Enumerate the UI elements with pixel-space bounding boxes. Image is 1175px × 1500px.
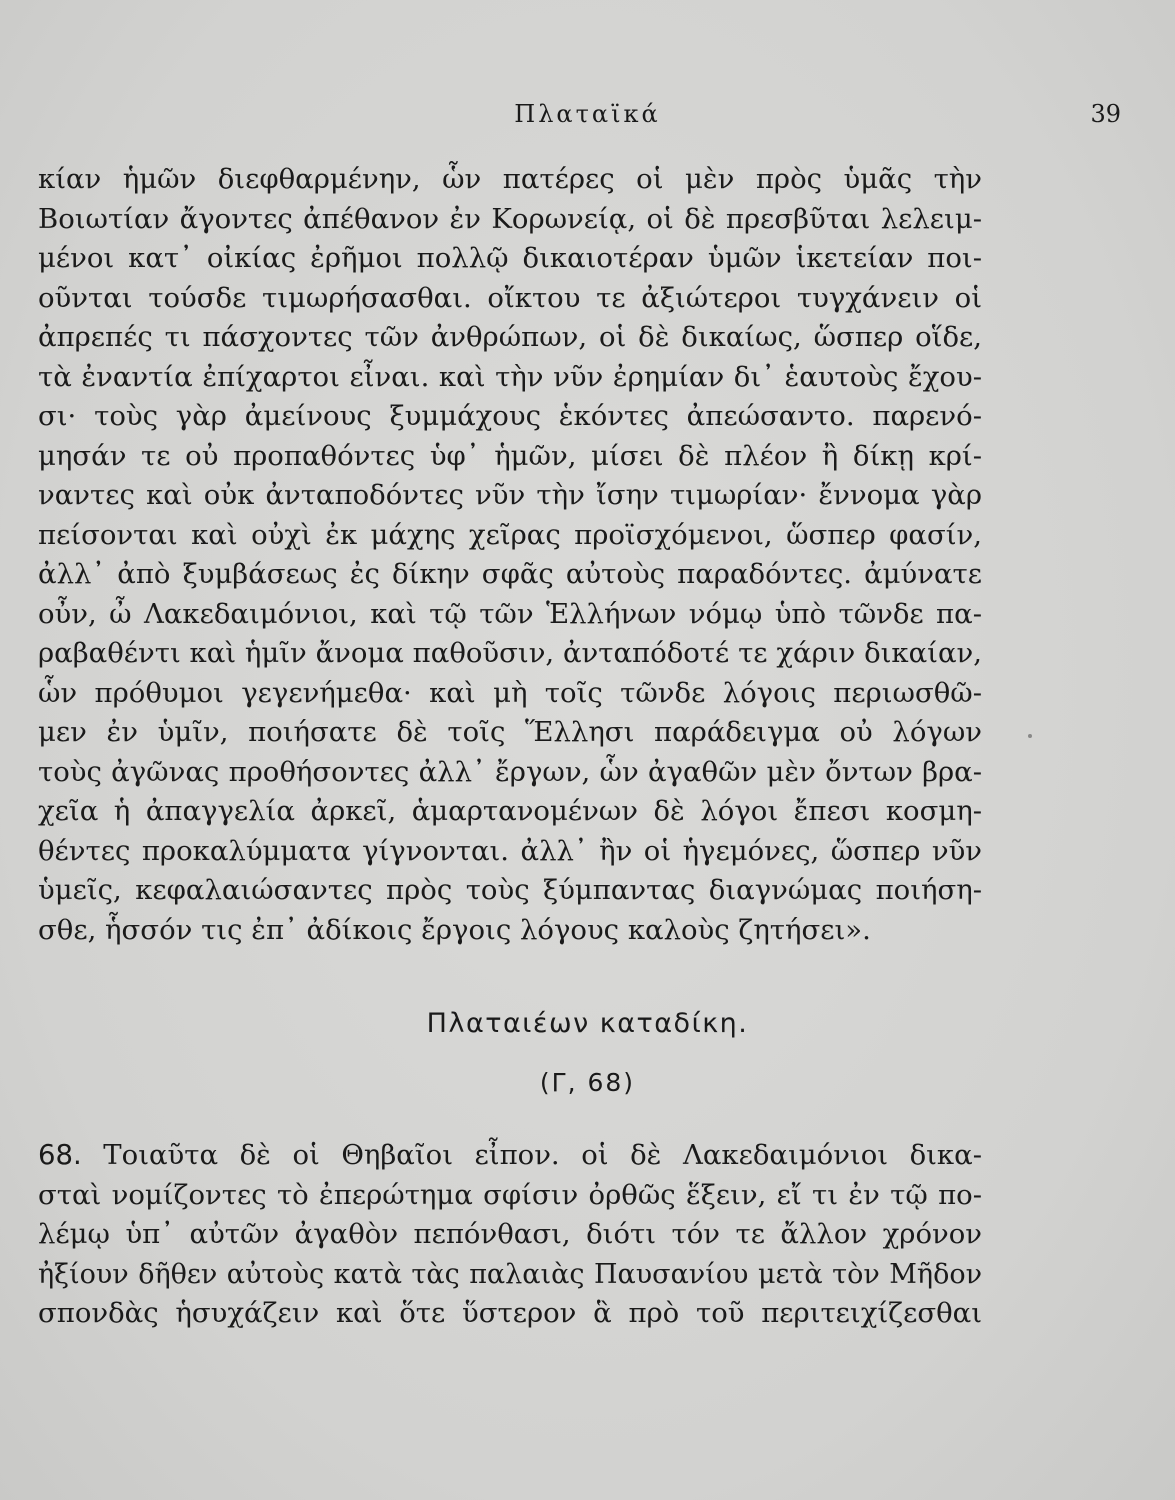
text-line-first <box>38 1136 982 1176</box>
paragraph-speech-end <box>38 160 982 950</box>
text-line: χεῖα ἡ ἀπαγγελία ἀρκεῖ, ἁμαρτανομένων δὲ λόγοι ἔπεσι κοσμη- <box>38 795 982 827</box>
text-line: ἀλλ᾽ ἀπὸ ξυμβάσεως ἐς δίκην σφᾶς αὐτοὺς παραδόντες. ἀμύνατε <box>38 558 982 590</box>
text-line: μησάν τε οὐ προπαθόντες ὑφ᾽ ἡμῶν, μίσει δὲ πλέον ἢ δίκῃ κρί- <box>38 439 982 472</box>
text-line: οὖν, ὦ Λακεδαιμόνιοι, καὶ τῷ τῶν Ἑλλήνων νόμῳ ὑπὸ τῶνδε πα- <box>38 597 982 630</box>
text-line: οῦνται τούσδε τιμωρήσασθαι. οἴκτου τε ἀξιώτεροι τυγχάνειν οἱ <box>38 281 982 314</box>
text-line: ναντες καὶ οὐκ ἀνταποδόντες νῦν τὴν ἴσην τιμωρίαν· ἔννομα γὰρ <box>38 479 982 511</box>
text-line: τὰ ἐναντία ἐπίχαρτοι εἶναι. καὶ τὴν νῦν ἐρημίαν δι᾽ ἑαυτοὺς ἔχου- <box>38 360 982 393</box>
text-line: ὧν πρόθυμοι γεγενήμεθα· καὶ μὴ τοῖς τῶνδε λόγοις περιωσθῶ- <box>38 676 982 709</box>
running-title: Πλαταϊκά <box>514 100 661 128</box>
chapter-number: 68. <box>38 1139 82 1171</box>
text-line: θέντες προκαλύμματα γίγνονται. ἀλλ᾽ ἢν οἱ ἡγεμόνες, ὥσπερ νῦν <box>38 834 982 867</box>
text-line: σταὶ νομίζοντες τὸ ἐπερώτημα σφίσιν ὀρθῶς ἕξειν, εἴ τι ἐν τῷ πο- <box>38 1178 982 1211</box>
text-line: ὑμεῖς, κεφαλαιώσαντες πρὸς τοὺς ξύμπαντας διαγνώμας ποιήση- <box>38 874 982 906</box>
text-line: μένοι κατ᾽ οἰκίας ἐρῆμοι πολλῷ δικαιοτέραν ὑμῶν ἱκετείαν ποι- <box>38 242 982 274</box>
running-head <box>40 96 1135 136</box>
page-number: 39 <box>1090 100 1121 128</box>
text-line: σι· τοὺς γὰρ ἀμείνους ξυμμάχους ἑκόντες ἀπεώσαντο. παρενό- <box>38 400 982 432</box>
text-line: σπονδὰς ἡσυχάζειν καὶ ὅτε ὕστερον ἃ πρὸ τοῦ περιτειχίζεσθαι <box>38 1297 982 1329</box>
text-line: τοὺς ἀγῶνας προθήσοντες ἀλλ᾽ ἔργων, ὧν ἀγαθῶν μὲν ὄντων βρα- <box>38 755 982 788</box>
text-line: ραβαθέντι καὶ ἡμῖν ἄνομα παθοῦσιν, ἀνταπόδοτέ τε χάριν δικαίαν, <box>38 637 982 669</box>
text-line: κίαν ἡμῶν διεφθαρμένην, ὧν πατέρες οἱ μὲν πρὸς ὑμᾶς τὴν <box>38 163 982 195</box>
text-line: λέμῳ ὑπ᾽ αὐτῶν ἀγαθὸν πεπόνθασι, διότι τόν τε ἄλλον χρόνον <box>38 1218 982 1250</box>
print-speck <box>1028 734 1032 738</box>
section-title: Πλαταιέων καταδίκη. <box>426 1008 749 1039</box>
text-line: πείσονται καὶ οὐχὶ ἐκ μάχης χεῖρας προϊσχόμενοι, ὥσπερ φασίν, <box>38 518 982 551</box>
text-line: μεν ἐν ὑμῖν, ποιήσατε δὲ τοῖς Ἕλλησι παράδειγμα οὐ λόγων <box>38 716 982 748</box>
text-line: σθε, ἧσσόν τις ἐπ᾽ ἀδίκοις ἔργοις λόγους καλοὺς ζητήσει». <box>38 913 871 946</box>
text-line: ἀπρεπές τι πάσχοντες τῶν ἀνθρώπων, οἱ δὲ δικαίως, ὥσπερ οἵδε, <box>38 321 982 353</box>
text-line: ἠξίουν δῆθεν αὐτοὺς κατὰ τὰς παλαιὰς Παυσανίου μετὰ τὸν Μῆδον <box>38 1258 982 1290</box>
text-line-content: Τοιαῦτα δὲ οἱ Θηβαῖοι εἶπον. οἱ δὲ Λακεδαιμόνιοι δικα- <box>81 1139 982 1171</box>
section-reference: (Γ, 68) <box>539 1068 636 1097</box>
paragraph-chapter-68 <box>38 1136 982 1334</box>
text-line: Βοιωτίαν ἄγοντες ἀπέθανον ἐν Κορωνείᾳ, οἱ δὲ πρεσβῦται λελειμ- <box>38 202 982 235</box>
